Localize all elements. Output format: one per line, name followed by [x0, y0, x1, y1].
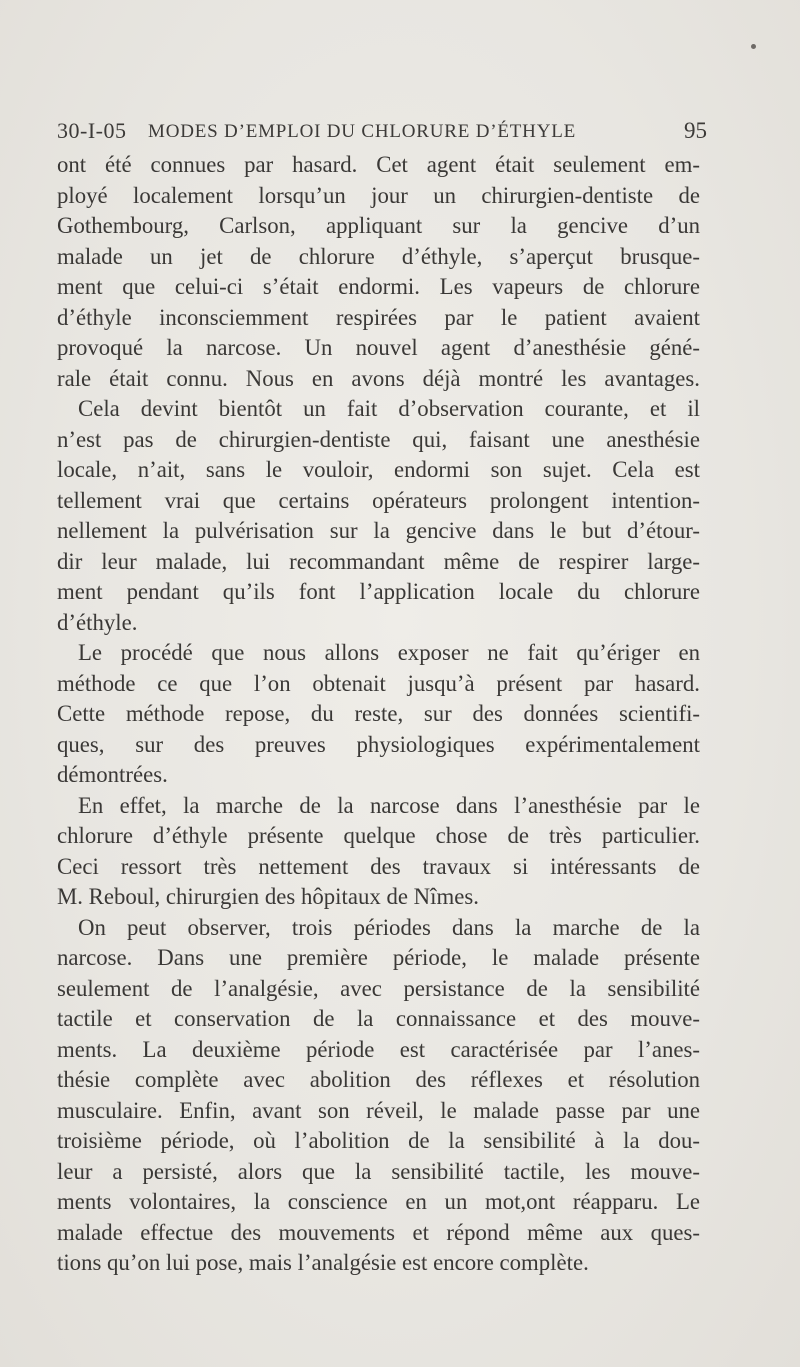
- page-header: [57, 118, 707, 148]
- text-line: locale, n’ait, sans le vouloir, endormi son sujet. Cela est: [57, 457, 700, 482]
- paragraph-3: [57, 638, 700, 791]
- text-line: chlorure d’éthyle présente quelque chose de très particulier.: [57, 823, 700, 848]
- text-line: malade effectue des mouvements et répond même aux ques-: [57, 1219, 700, 1245]
- ink-speck: [751, 44, 756, 49]
- page-number: 95: [684, 118, 707, 143]
- text-line: leur a persisté, alors que la sensibilité tactile, les mouve-: [57, 1158, 700, 1184]
- text-line: troisième période, où l’abolition de la sensibilité à la dou-: [57, 1128, 700, 1153]
- text-line: ques, sur des preuves physiologiques expérimentalement: [57, 731, 700, 757]
- text-line: méthode ce que l’on obtenait jusqu’à présent par hasard.: [57, 670, 700, 696]
- text-line: narcose. Dans une première période, le malade présente: [57, 945, 700, 970]
- text-line: n’est pas de chirurgien-dentiste qui, faisant une anesthésie: [57, 426, 700, 452]
- text-line: ments volontaires, la conscience en un mot,ont réapparu. Le: [57, 1189, 700, 1214]
- text-line: tactile et conservation de la connaissance et des mouve-: [57, 1006, 700, 1031]
- text-line: nellement la pulvérisation sur la gencive dans le but d’étour-: [57, 518, 700, 543]
- paragraph-2: [57, 394, 700, 638]
- text-line: Gothembourg, Carlson, appliquant sur la gencive d’un: [57, 213, 700, 238]
- running-title: MODES D’EMPLOI DU CHLORURE D’ÉTHYLE: [148, 121, 577, 142]
- text-line: M. Reboul, chirurgien des hôpitaux de Nîmes.: [57, 884, 479, 909]
- text-line: On peut observer, trois périodes dans la marche de la: [78, 914, 700, 940]
- paragraph-5: [57, 913, 700, 1279]
- text-line: Cela devint bientôt un fait d’observation courante, et il: [78, 396, 700, 421]
- paragraph-1: [57, 150, 700, 394]
- text-line: tellement vrai que certains opérateurs prolongent intention-: [57, 487, 700, 513]
- text-line: ment que celui-ci s’était endormi. Les vapeurs de chlorure: [57, 274, 700, 299]
- text-line: malade un jet de chlorure d’éthyle, s’aperçut brusque-: [57, 243, 700, 269]
- text-line: ments. La deuxième période est caractérisée par l’anes-: [57, 1036, 700, 1062]
- text-line: ployé localement lorsqu’un jour un chirurgien-dentiste de: [57, 182, 700, 208]
- text-line: d’éthyle inconsciemment respirées par le patient avaient: [57, 304, 700, 330]
- text-line: rale était connu. Nous en avons déjà montré les avantages.: [57, 365, 700, 391]
- text-line: Le procédé que nous allons exposer ne fait qu’ériger en: [78, 640, 700, 665]
- text-line: ment pendant qu’ils font l’application locale du chlorure: [57, 579, 700, 604]
- body-text: [57, 150, 700, 1279]
- text-line: Ceci ressort très nettement des travaux si intéressants de: [57, 853, 700, 879]
- text-line: dir leur malade, lui recommandant même de respirer large-: [57, 548, 700, 574]
- text-line: ont été connues par hasard. Cet agent était seulement em-: [57, 152, 700, 177]
- text-line: d’éthyle.: [57, 609, 138, 635]
- folio-date-code: 30-I-05: [57, 118, 127, 143]
- text-line: provoqué la narcose. Un nouvel agent d’anesthésie géné-: [57, 335, 700, 360]
- text-line: musculaire. Enfin, avant son réveil, le malade passe par une: [57, 1097, 700, 1123]
- text-line: tions qu’on lui pose, mais l’analgésie est encore complète.: [57, 1250, 589, 1275]
- paragraph-4: [57, 791, 700, 913]
- text-line: seulement de l’analgésie, avec persistance de la sensibilité: [57, 975, 700, 1001]
- text-line: En effet, la marche de la narcose dans l’anesthésie par le: [78, 792, 700, 818]
- text-line: Cette méthode repose, du reste, sur des données scientifi-: [57, 701, 700, 726]
- text-line: thésie complète avec abolition des réflexes et résolution: [57, 1067, 700, 1092]
- text-line: démontrées.: [57, 762, 168, 787]
